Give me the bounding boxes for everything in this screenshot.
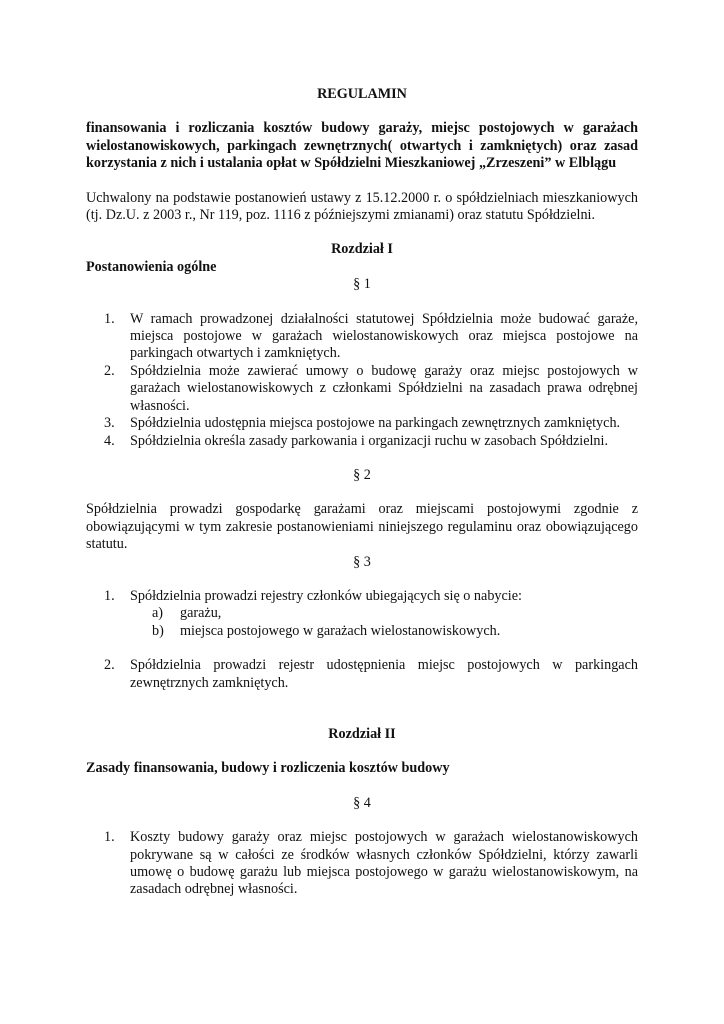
chapter-2-heading: Rozdział II bbox=[328, 725, 396, 742]
section-4-mark: § 4 bbox=[353, 794, 371, 811]
sub-list-letter: b) bbox=[152, 622, 164, 639]
list-item-text: W ramach prowadzonej działalności statutowej Spółdzielnia może budować garaże, miejsca postojowe w garażach wielostanowiskowych oraz miejsca postojowe na parkingach otwartych i zamkniętych. bbox=[130, 310, 638, 362]
list-number: 1. bbox=[104, 829, 115, 846]
list-item-text: Spółdzielnia prowadzi rejestr udostępnienia miejsc postojowych w parkingach zewnętrznych zamkniętych. bbox=[130, 657, 638, 691]
list-item bbox=[86, 363, 638, 415]
list-item-text: Koszty budowy garaży oraz miejsc postojowych w garażach wielostanowiskowych pokrywane są w całości ze środków własnych członków Spółdzielni, którzy zawarli umowę o budowę garażu lub miejsca postojowego w garażu wielostanowiskowym, na zasadach odrębnej własności. bbox=[130, 829, 638, 898]
list-number: 2. bbox=[104, 657, 115, 674]
chapter-2-title: Zasady finansowania, budowy i rozliczenia kosztów budowy bbox=[86, 760, 450, 777]
list-item-text: Spółdzielnia prowadzi rejestry członków ubiegających się o nabycie: bbox=[130, 587, 522, 604]
list-item-text: Spółdzielnia może zawierać umowy o budowę garaży oraz miejsc postojowych w garażach wielostanowiskowych z członkami Spółdzielni na zasadach prawa odrębnej własności. bbox=[130, 362, 638, 414]
document-title: REGULAMIN bbox=[317, 86, 407, 102]
sub-list-item bbox=[130, 605, 638, 622]
section-3-list bbox=[86, 588, 638, 640]
list-item bbox=[86, 829, 638, 899]
sub-list-item bbox=[130, 623, 638, 640]
section-1-mark: § 1 bbox=[353, 276, 371, 293]
section-2-mark: § 2 bbox=[353, 466, 371, 483]
sub-list bbox=[130, 605, 638, 640]
document-page bbox=[86, 86, 638, 899]
list-item bbox=[86, 311, 638, 363]
list-item bbox=[86, 657, 638, 692]
list-item-text: Spółdzielnia udostępnia miejsca postojowe na parkingach zewnętrznych zamkniętych. bbox=[130, 415, 621, 432]
list-item bbox=[86, 415, 638, 432]
chapter-1-heading: Rozdział I bbox=[331, 241, 393, 258]
section-4-list bbox=[86, 829, 638, 899]
sub-list-letter: a) bbox=[152, 605, 164, 622]
list-item bbox=[86, 433, 638, 450]
section-2-paragraph: Spółdzielnia prowadzi gospodarkę garażami oraz miejscami postojowymi zgodnie z obowiązującymi w tym zakresie postanowieniami niniejszego regulaminu oraz obowiązującego statutu. bbox=[86, 501, 638, 553]
section-1-list bbox=[86, 311, 638, 450]
list-number: 4. bbox=[104, 432, 115, 449]
list-number: 3. bbox=[104, 415, 115, 432]
sub-list-item-text: garażu, bbox=[180, 605, 222, 622]
list-item bbox=[86, 588, 638, 640]
section-3-mark: § 3 bbox=[353, 553, 371, 570]
list-item-text: Spółdzielnia określa zasady parkowania i organizacji ruchu w zasobach Spółdzielni. bbox=[130, 432, 609, 449]
chapter-1-title: Postanowienia ogólne bbox=[86, 258, 217, 275]
intro-paragraph: Uchwalony na podstawie postanowień ustawy z 15.12.2000 r. o spółdzielniach mieszkaniowych (tj. Dz.U. z 2003 r., Nr 119, poz. 1116 z późniejszymi zmianami) oraz statutu Spółdzielni. bbox=[86, 189, 638, 224]
document-subtitle: finansowania i rozliczania kosztów budowy garaży, miejsc postojowych w garażach wielostanowiskowych, parkingach zewnętrznych( otwartych i zamkniętych) oraz zasad korzystania z nich i ustalania opłat w Spółdzielni Mieszkaniowej „Zrzeszeni” w Elblągu bbox=[86, 120, 638, 172]
list-number: 2. bbox=[104, 362, 115, 379]
list-number: 1. bbox=[104, 587, 115, 604]
list-number: 1. bbox=[104, 310, 115, 327]
sub-list-item-text: miejsca postojowego w garażach wielostanowiskowych. bbox=[180, 622, 501, 639]
section-3-list-continued bbox=[86, 657, 638, 692]
